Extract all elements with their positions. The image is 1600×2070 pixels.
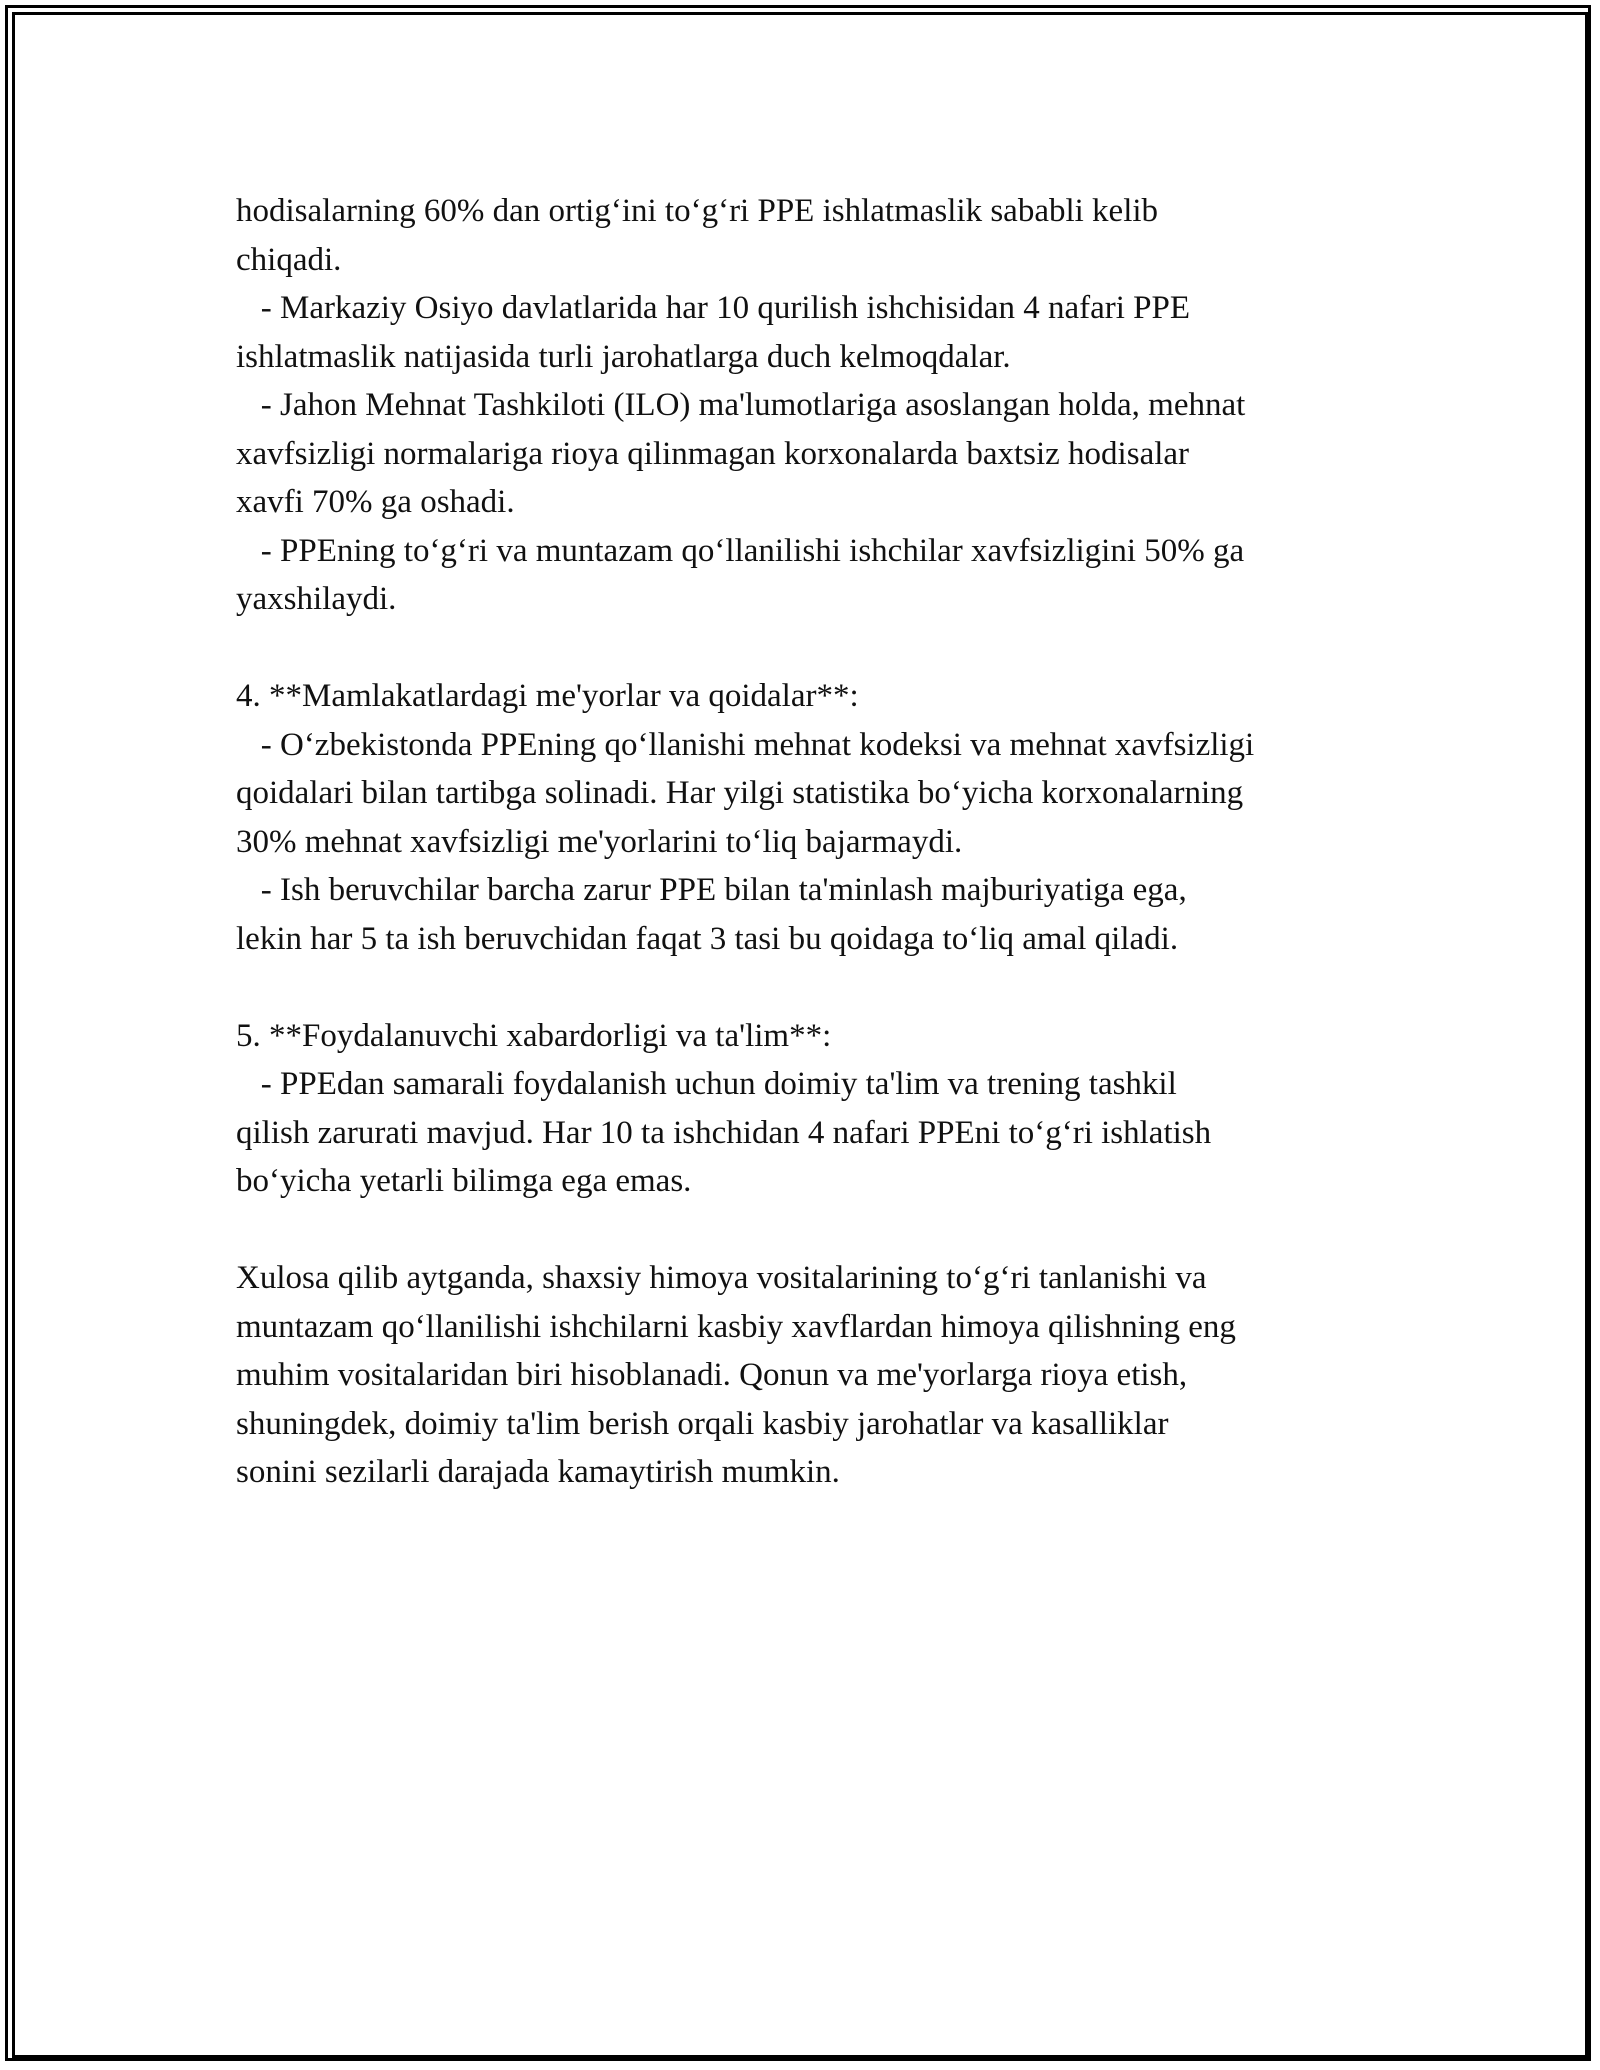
text-line: xavfsizligi normalariga rioya qilinmagan korxonalarda baxtsiz hodisalar [236,435,1190,472]
document-body [236,187,1386,1497]
section-heading: 4. **Mamlakatlardagi me'yorlar va qoidalar**: [236,678,859,714]
text-line: bo‘yicha yetarli bilimga ega emas. [236,1163,692,1199]
conclusion-line: shuningdek, doimiy ta'lim berish orqali kasbiy jarohatlar va kasalliklar [236,1405,1169,1442]
paragraph-gap [236,624,1386,673]
text-line: hodisalarning 60% dan ortig‘ini to‘g‘ri PPE ishlatmaslik sababli kelib [236,193,1159,229]
list-item-line: - Markaziy Osiyo davlatlarida har 10 qurilish ishchisidan 4 nafari PPE [236,290,1191,326]
text-line: chiqadi. [236,241,342,278]
text-line: xavfi 70% ga oshadi. [236,484,515,520]
text-line: qoidalari bilan tartibga solinadi. Har yilgi statistika bo‘yicha korxonalarning [236,775,1244,811]
text-line: lekin har 5 ta ish beruvchidan faqat 3 tasi bu qoidaga to‘liq amal qiladi. [236,920,1179,957]
text-line: ishlatmaslik natijasida turli jarohatlarga duch kelmoqdalar. [236,338,1011,375]
conclusion-line: muhim vositalaridan biri hisoblanadi. Qonun va me'yorlarga rioya etish, [236,1357,1188,1393]
conclusion-line: Xulosa qilib aytganda, shaxsiy himoya vositalarining to‘g‘ri tanlanishi va [236,1260,1207,1296]
text-line: yaxshilaydi. [236,581,397,617]
text-line: qilish zarurati mavjud. Har 10 ta ishchidan 4 nafari PPEni to‘g‘ri ishlatish [236,1114,1212,1151]
conclusion-line: muntazam qo‘llanilishi ishchilarni kasbiy xavflardan himoya qilishning eng [236,1308,1236,1345]
conclusion-line: sonini sezilarli darajada kamaytirish mumkin. [236,1454,840,1490]
text-line: 30% mehnat xavfsizligi me'yorlarini to‘liq bajarmaydi. [236,823,963,860]
paragraph-gap [236,1206,1386,1255]
list-item-line: - Ish beruvchilar barcha zarur PPE bilan ta'minlash majburiyatiga ega, [236,872,1187,908]
list-item-line: - PPEning to‘g‘ri va muntazam qo‘llanilishi ishchilar xavfsizligini 50% ga [236,532,1245,569]
list-item-line: - PPEdan samarali foydalanish uchun doimiy ta'lim va trening tashkil [236,1066,1177,1102]
section-heading: 5. **Foydalanuvchi xabardorligi va ta'lim**: [236,1017,832,1054]
list-item-line: - O‘zbekistonda PPEning qo‘llanishi mehnat kodeksi va mehnat xavfsizligi [236,726,1255,763]
paragraph-gap [236,963,1386,1012]
list-item-line: - Jahon Mehnat Tashkiloti (ILO) ma'lumotlariga asoslangan holda, mehnat [236,387,1246,423]
